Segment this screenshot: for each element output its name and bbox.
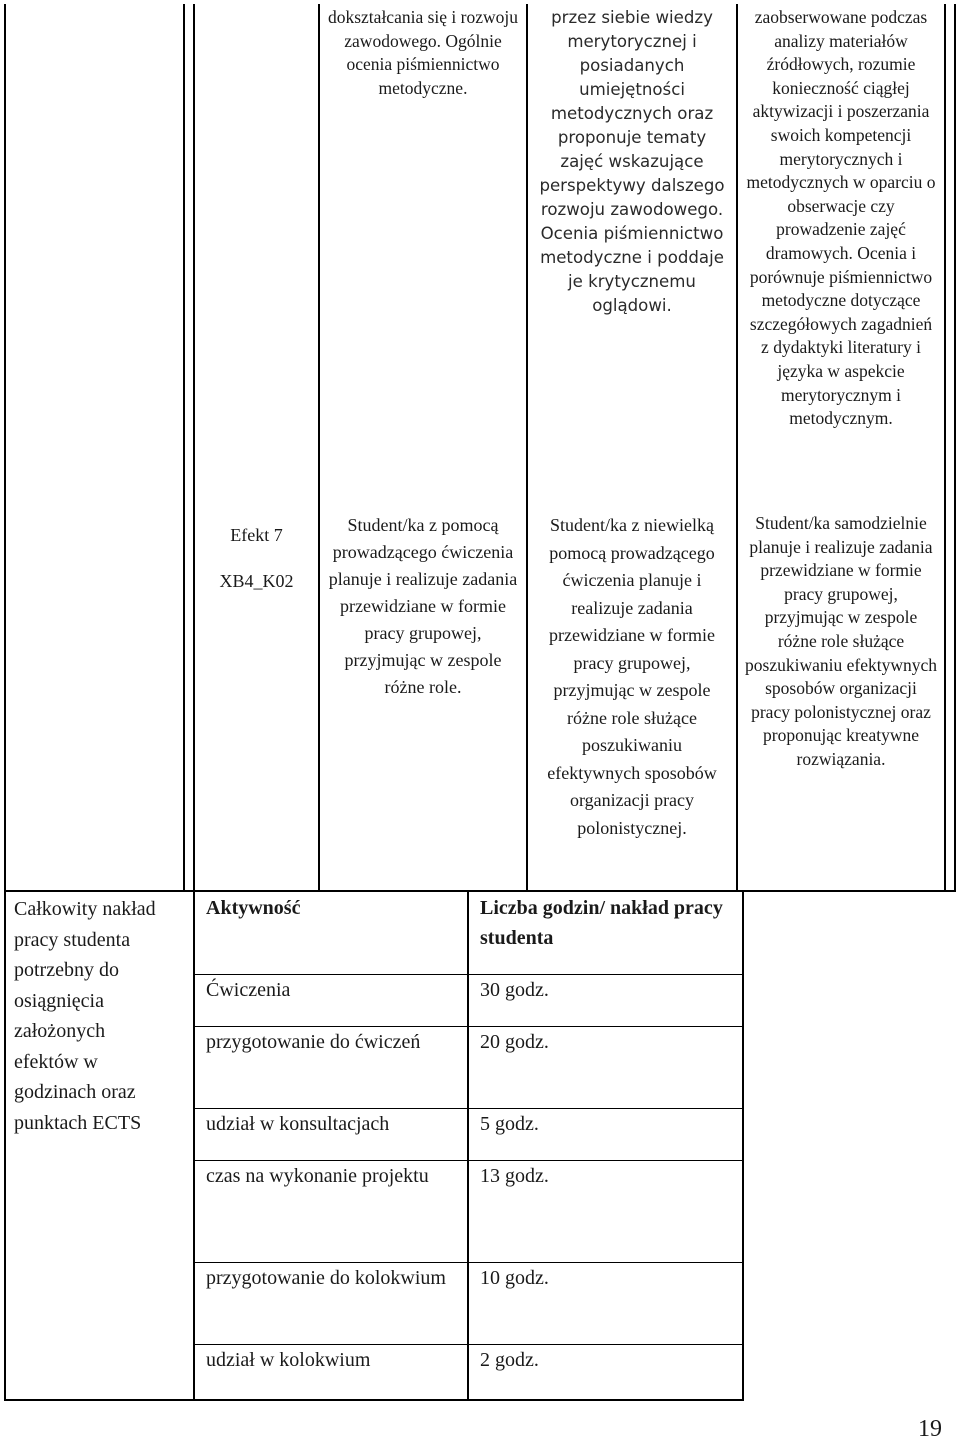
criteria-text: zaobserwowane podczas analizy materiałów źródłowych, rozumie konieczność ciągłej aktywizacji i poszerzania swoich kompetencji merytorycznych i metodycznych w oparciu o obserwacje czy prowadzenie zajęć dramowych. Ocenia i porównuje piśmiennictwo metodyczne dotyczące szczegółowych zagadnień z dydaktyki literatury i języka w aspekcie merytorycznym i metodycznym.: [746, 7, 936, 429]
hours-text: 10 godz.: [480, 1267, 549, 1289]
criteria-text: Student/ka z pomocą prowadzącego ćwiczenia planuje i realizuje zadania przewidziane w formie pracy grupowej, przyjmując w zespole różne role.: [328, 515, 518, 697]
criteria-cell: [528, 6, 736, 318]
criteria-cell: [738, 6, 944, 431]
hours-cell: [480, 1345, 730, 1375]
activity-text: udział w kolokwium: [206, 1349, 371, 1371]
activity-text: Ćwiczenia: [206, 979, 291, 1001]
hours-text: 30 godz.: [480, 979, 549, 1001]
hours-header-text: Liczba godzin/ nakład pracy studenta: [480, 897, 723, 949]
activity-header-text: Aktywność: [206, 897, 301, 919]
table-border: [193, 4, 195, 892]
criteria-cell: [528, 512, 736, 842]
table-border: [183, 4, 185, 892]
table-border: [4, 4, 6, 892]
workload-row-header: [8, 894, 178, 1138]
hours-text: 13 godz.: [480, 1165, 549, 1187]
page-number: 19: [918, 1416, 942, 1442]
hours-cell: [480, 1109, 730, 1139]
hours-cell: [480, 1161, 730, 1191]
table-border: [467, 890, 469, 1401]
criteria-cell: [320, 512, 526, 701]
table-border: [4, 890, 6, 1401]
criteria-text: dokształcania się i rozwoju zawodowego. Ogólnie ocenia piśmiennictwo metodyczne.: [327, 7, 518, 98]
activity-cell: [206, 1345, 461, 1375]
table-border: [318, 4, 320, 892]
effect-code: XB4_K02: [219, 571, 294, 591]
criteria-text: Student/ka z niewielką pomocą prowadzącego ćwiczenia planuje i realizuje zadania przewidziane w formie pracy grupowej, przyjmując w zespole różne role służące poszukiwaniu efektywnych sposobów organizacji pracy polonistycznej.: [547, 515, 717, 838]
activity-cell: [206, 1027, 446, 1057]
table-border: [742, 890, 744, 1401]
activity-text: udział w konsultacjach: [206, 1113, 390, 1135]
criteria-text: przez siebie wiedzy merytorycznej i posiadanych umiejętności metodycznych oraz proponuje tematy zajęć wskazujące perspektywy dalszego rozwoju zawodowego. Ocenia piśmiennictwo metodyczne i poddaje je krytycznemu oglądowi.: [539, 8, 725, 315]
table-border: [944, 4, 946, 892]
activity-cell: [206, 1263, 446, 1293]
hours-cell: [480, 1263, 730, 1293]
effect-label: Efekt 7: [230, 525, 283, 545]
table-border: [4, 1399, 744, 1401]
hours-cell: [480, 1027, 730, 1057]
activity-header: [206, 893, 461, 923]
activity-cell: [206, 975, 446, 1005]
criteria-cell: [738, 512, 944, 772]
activity-text: przygotowanie do ćwiczeń: [206, 1031, 421, 1053]
hours-text: 20 godz.: [480, 1031, 549, 1053]
table-border: [193, 890, 195, 1401]
activity-cell: [206, 1109, 461, 1139]
criteria-cell: [320, 6, 526, 100]
hours-text: 5 godz.: [480, 1113, 539, 1135]
activity-cell: [206, 1161, 446, 1191]
criteria-text: Student/ka samodzielnie planuje i realizuje zadania przewidziane w formie pracy grupowej, przyjmując w zespole różne role służące poszukiwaniu efektywnych sposobów organizacji pracy polonistycznej oraz proponując kreatywne rozwiązania.: [745, 513, 937, 769]
effect-cell: [195, 512, 318, 604]
hours-cell: [480, 975, 730, 1005]
activity-text: czas na wykonanie projektu: [206, 1165, 429, 1187]
table-border: [954, 4, 956, 892]
activity-text: przygotowanie do kolokwium: [206, 1267, 446, 1289]
hours-text: 2 godz.: [480, 1349, 539, 1371]
workload-label: Całkowity nakład pracy studenta potrzebny do osiągnięcia założonych efektów w godzinach oraz punktach ECTS: [14, 898, 156, 1134]
table-border: [4, 890, 956, 892]
hours-header: [480, 893, 730, 953]
